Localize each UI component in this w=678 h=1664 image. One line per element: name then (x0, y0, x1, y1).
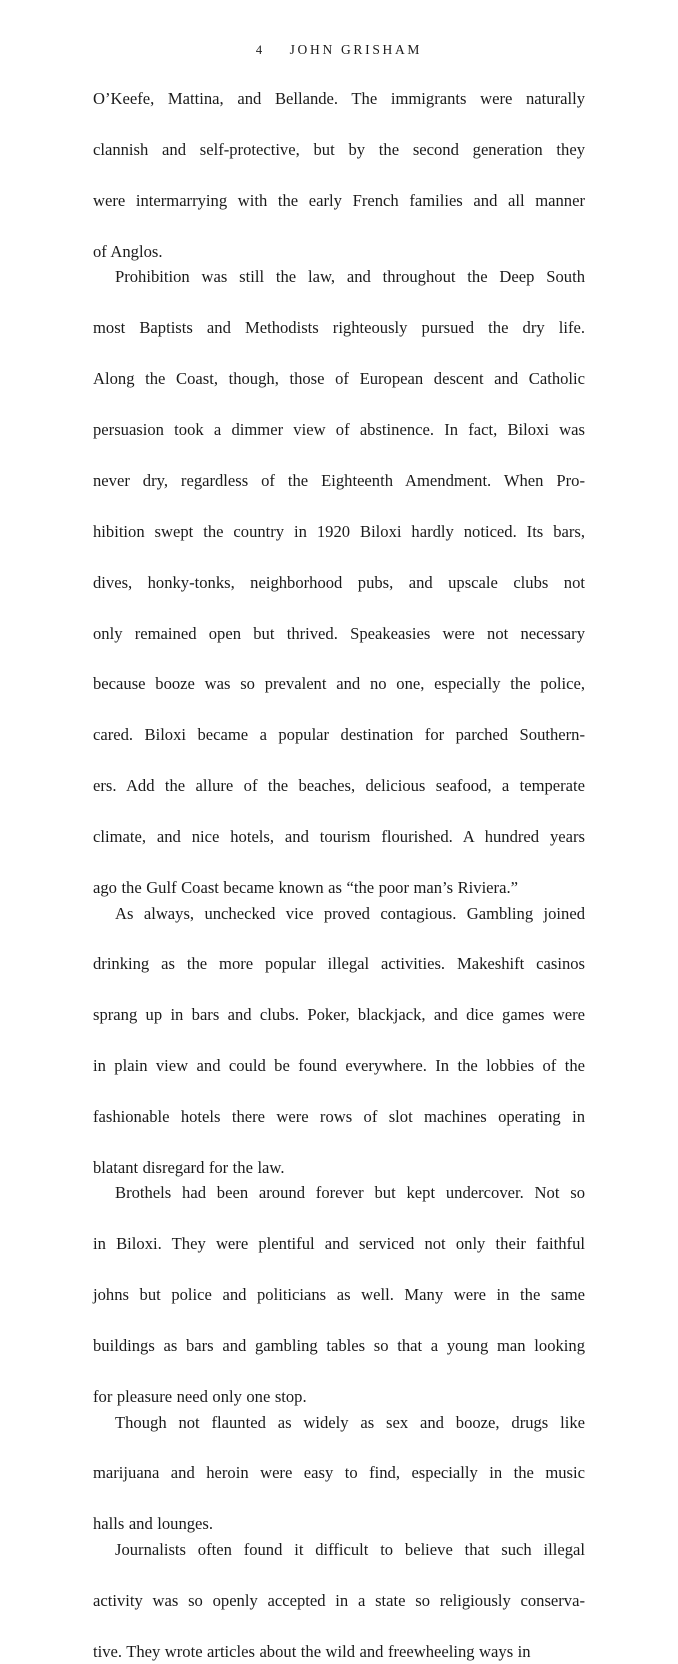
text-line: blatant disregard for the law. (93, 1158, 285, 1178)
text-line: drinking as the more popular illegal activities. Makeshift casinos (93, 954, 585, 974)
text-line: were intermarrying with the early French families and all manner (93, 190, 585, 210)
text-line: As always, unchecked vice proved contagious. Gambling joined (115, 903, 585, 923)
text-line: most Baptists and Methodists righteously pursued the dry life. (93, 318, 585, 338)
text-line: tive. They wrote articles about the wild and freewheeling ways in (93, 1641, 531, 1661)
text-line: of Anglos. (93, 241, 163, 261)
text-line: because booze was so prevalent and no one, especially the police, (93, 674, 585, 694)
text-line: cared. Biloxi became a popular destination for parched Southern- (93, 725, 585, 745)
text-line: sprang up in bars and clubs. Poker, blackjack, and dice games were (93, 1005, 585, 1025)
paragraph (93, 1410, 585, 1537)
running-head (0, 42, 678, 62)
text-line: Along the Coast, though, those of European descent and Catholic (93, 368, 585, 388)
text-line: only remained open but thrived. Speakeasies were not necessary (93, 623, 585, 643)
text-line: dives, honky-tonks, neighborhood pubs, and upscale clubs not (93, 572, 585, 592)
text-line: O’Keefe, Mattina, and Bellande. The immigrants were naturally (93, 89, 585, 108)
text-line: fashionable hotels there were rows of slot machines operating in (93, 1107, 585, 1127)
paragraph (93, 264, 585, 900)
text-line: ers. Add the allure of the beaches, delicious seafood, a temperate (93, 776, 585, 796)
body-text-block (93, 86, 585, 1664)
text-line: never dry, regardless of the Eighteenth Amendment. When Pro- (93, 470, 585, 490)
text-line: in plain view and could be found everywhere. In the lobbies of the (93, 1056, 585, 1076)
paragraph (93, 1537, 585, 1664)
text-line: Though not flaunted as widely as sex and booze, drugs like (115, 1412, 585, 1432)
text-line: ago the Gulf Coast became known as “the poor man’s Riviera.” (93, 878, 518, 898)
text-line: climate, and nice hotels, and tourism flourished. A hundred years (93, 827, 585, 847)
text-line: hibition swept the country in 1920 Biloxi hardly noticed. Its bars, (93, 521, 585, 541)
text-line: Prohibition was still the law, and throughout the Deep South (115, 267, 585, 287)
running-head-title: JOHN GRISHAM (289, 42, 423, 57)
text-line: persuasion took a dimmer view of abstinence. In fact, Biloxi was (93, 419, 585, 439)
text-line: johns but police and politicians as well. Many were in the same (93, 1285, 585, 1305)
paragraph (93, 901, 585, 1181)
page-folio-number: 4 (255, 43, 263, 57)
text-line: in Biloxi. They were plentiful and serviced not only their faithful (93, 1234, 585, 1254)
paragraph (93, 1180, 585, 1409)
text-line: marijuana and heroin were easy to find, especially in the music (93, 1463, 585, 1483)
text-line: halls and lounges. (93, 1514, 214, 1534)
text-line: activity was so openly accepted in a state so religiously conserva- (93, 1590, 585, 1610)
text-line: Journalists often found it difficult to believe that such illegal (115, 1539, 585, 1559)
text-line: clannish and self-protective, but by the second generation they (93, 139, 585, 159)
paragraph (93, 86, 585, 264)
text-line: for pleasure need only one stop. (93, 1387, 307, 1407)
text-line: Brothels had been around forever but kept undercover. Not so (115, 1183, 585, 1203)
text-line: buildings as bars and gambling tables so that a young man looking (93, 1336, 585, 1356)
